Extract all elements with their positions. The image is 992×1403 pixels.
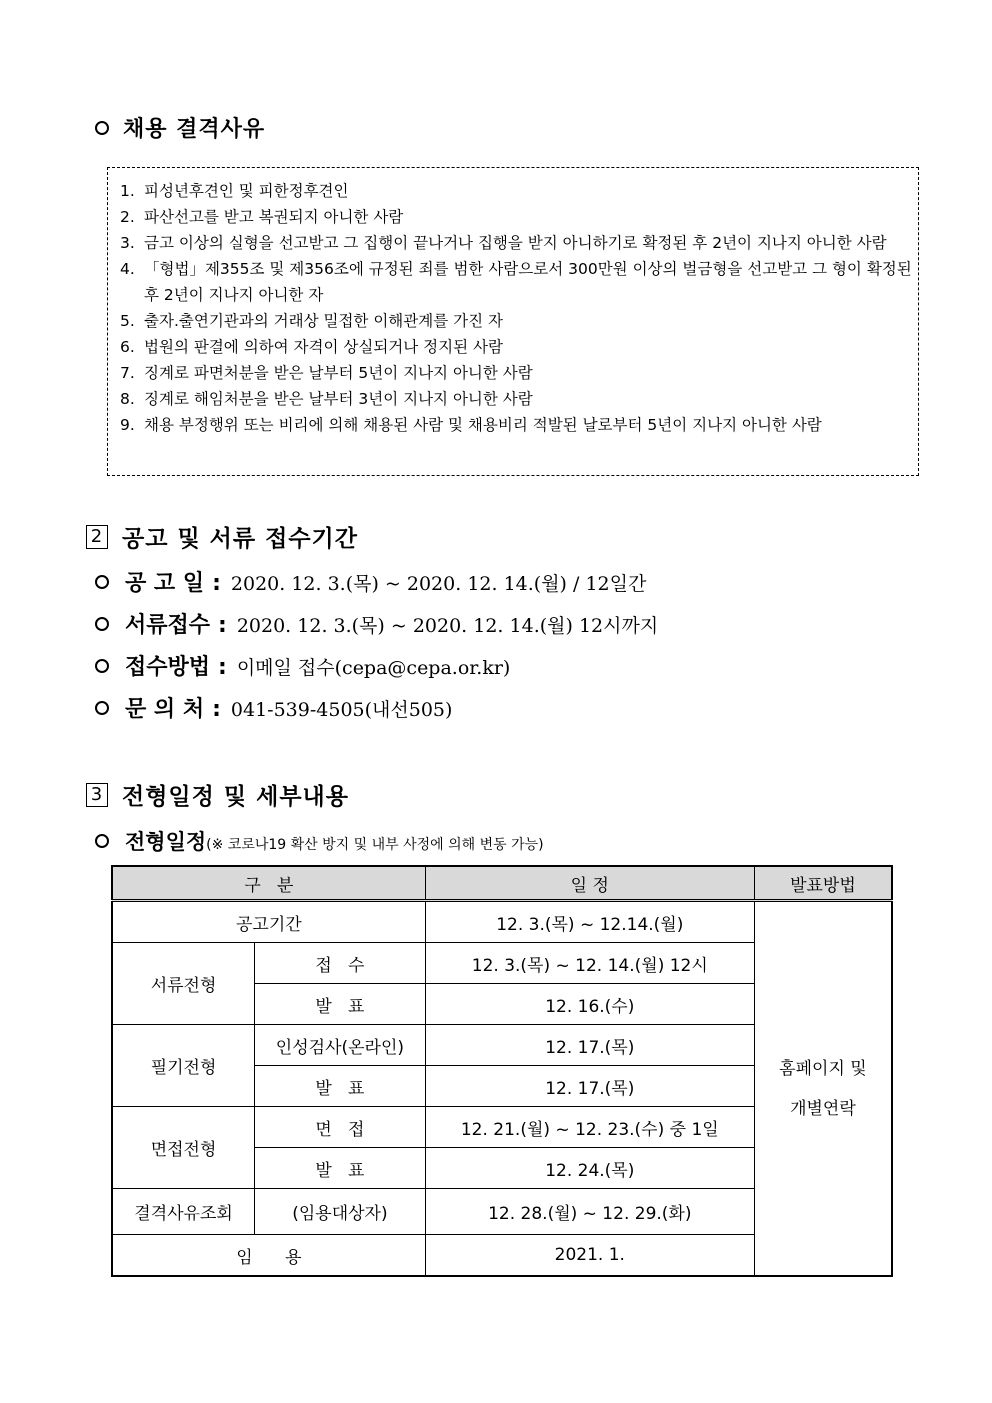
- disqualification-heading: 채용 결격사유: [95, 112, 265, 143]
- circle-bullet-icon: [95, 701, 109, 715]
- table-row: 발 표 12. 16.(수): [112, 984, 892, 1025]
- table-row: 필기전형 인성검사(온라인) 12. 17.(목): [112, 1025, 892, 1066]
- section-3-title: 3 전형일정 및 세부내용: [86, 778, 349, 811]
- circle-bullet-icon: [95, 834, 109, 848]
- list-item-text: 「형법」제355조 및 제356조에 규정된 죄를 범한 사람으로서 300만원 이상의 벌금형을 선고받고 그 형이 확정된 후 2년이 지나지 아니한 자: [144, 260, 912, 304]
- list-item-number: 2.: [120, 208, 135, 226]
- list-item: [120, 178, 918, 204]
- section-number-box: 2: [86, 525, 108, 549]
- list-item-number: 6.: [120, 338, 135, 356]
- list-item-text: 금고 이상의 실형을 선고받고 그 집행이 끝나거나 집행을 받지 아니하기로 확정된 후 2년이 지나지 아니한 사람: [144, 234, 887, 252]
- list-item-number: 4.: [120, 260, 135, 278]
- circle-bullet-icon: [95, 617, 109, 631]
- list-item: [120, 308, 918, 334]
- info-row-doc-receipt: 서류접수 : 2020. 12. 3.(목) ~ 2020. 12. 14.(월) 12시까지: [95, 608, 658, 639]
- schedule-heading: 전형일정(※ 코로나19 확산 방지 및 내부 사정에 의해 변동 가능): [95, 826, 544, 856]
- info-row-receipt-method: 접수방법 : 이메일 접수(cepa@cepa.or.kr): [95, 650, 510, 681]
- table-row: 발 표 12. 24.(목): [112, 1148, 892, 1189]
- header-category: 구 분: [112, 866, 425, 901]
- schedule-table: [111, 865, 893, 1277]
- circle-bullet-icon: [95, 659, 109, 673]
- list-item: [120, 256, 918, 308]
- disqualification-list: [108, 168, 918, 438]
- list-item-text: 출자.출연기관과의 거래상 밀접한 이해관계를 가진 자: [144, 312, 503, 330]
- list-item-text: 법원의 판결에 의하여 자격이 상실되거나 정지된 사람: [144, 338, 503, 356]
- list-item: [120, 204, 918, 230]
- list-item: [120, 360, 918, 386]
- list-item-text: 징계로 파면처분을 받은 날부터 5년이 지나지 아니한 사람: [144, 364, 533, 382]
- schedule-note: (※ 코로나19 확산 방지 및 내부 사정에 의해 변동 가능): [206, 837, 544, 853]
- header-announcement: 발표방법: [754, 866, 892, 901]
- list-item-number: 7.: [120, 364, 135, 382]
- list-item-number: 9.: [120, 416, 135, 434]
- list-item: [120, 412, 918, 438]
- list-item: [120, 334, 918, 360]
- info-row-notice-date: 공 고 일 : 2020. 12. 3.(목) ~ 2020. 12. 14.(월) / 12일간: [95, 566, 646, 597]
- list-item-number: 5.: [120, 312, 135, 330]
- table-row: 결격사유조회 (임용대상자) 12. 28.(월) ~ 12. 29.(화): [112, 1189, 892, 1235]
- list-item-text: 채용 부정행위 또는 비리에 의해 채용된 사람 및 채용비리 적발된 날로부터 5년이 지나지 아니한 사람: [144, 416, 822, 434]
- info-row-contact: 문 의 처 : 041-539-4505(내선505): [95, 692, 452, 723]
- announcement-method-cell: 홈페이지 및 개별연락: [754, 901, 892, 1277]
- circle-bullet-icon: [95, 575, 109, 589]
- list-item-number: 3.: [120, 234, 135, 252]
- list-item-number: 1.: [120, 182, 135, 200]
- list-item: [120, 386, 918, 412]
- table-row: 공고기간 12. 3.(목) ~ 12.14.(월) 홈페이지 및 개별연락: [112, 901, 892, 943]
- table-header-row: [112, 866, 892, 901]
- list-item-text: 징계로 해임처분을 받은 날부터 3년이 지나지 아니한 사람: [144, 390, 533, 408]
- table-row: 발 표 12. 17.(목): [112, 1066, 892, 1107]
- list-item-number: 8.: [120, 390, 135, 408]
- list-item-text: 피성년후견인 및 피한정후견인: [144, 182, 349, 200]
- list-item-text: 파산선고를 받고 복권되지 아니한 사람: [144, 208, 404, 226]
- table-row: 임 용 2021. 1.: [112, 1235, 892, 1277]
- list-item: [120, 230, 918, 256]
- table-row: 서류전형 접 수 12. 3.(목) ~ 12. 14.(월) 12시: [112, 943, 892, 984]
- header-schedule: 일 정: [425, 866, 754, 901]
- section-number-box: 3: [86, 783, 108, 807]
- circle-bullet-icon: [95, 121, 109, 135]
- disqualification-box: [107, 167, 919, 476]
- table-row: 면접전형 면 접 12. 21.(월) ~ 12. 23.(수) 중 1일: [112, 1107, 892, 1148]
- section-2-title: 2 공고 및 서류 접수기간: [86, 520, 358, 553]
